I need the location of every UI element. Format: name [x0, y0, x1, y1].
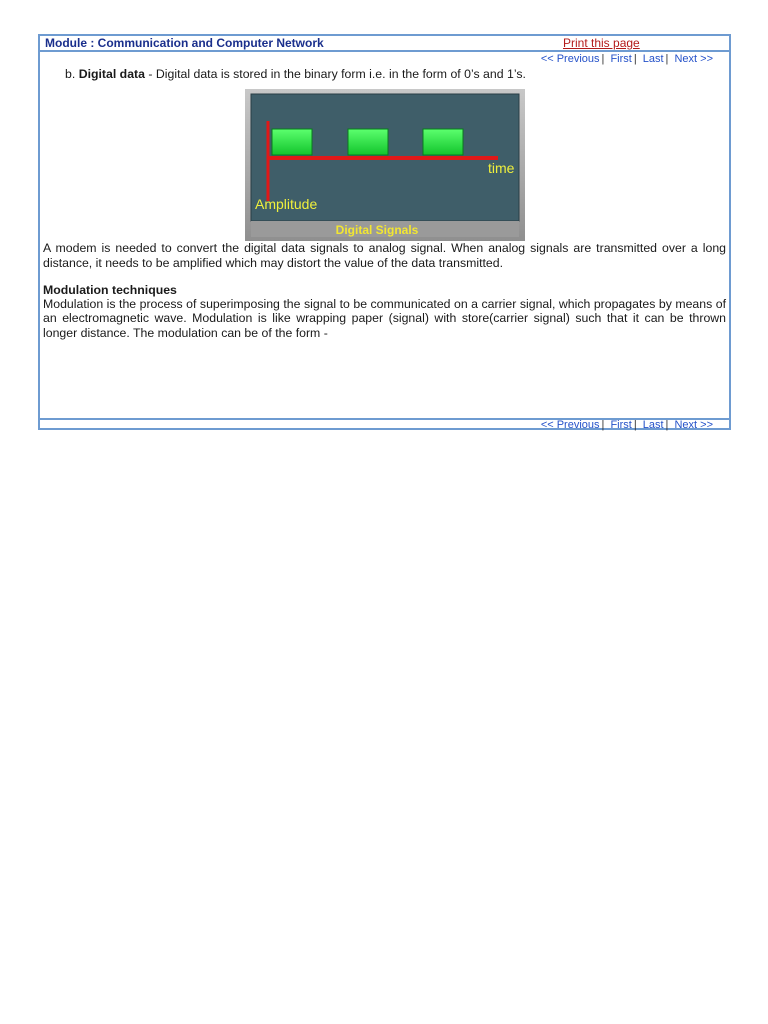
top-navigation: [40, 52, 729, 66]
next-link[interactable]: Next >>: [674, 53, 713, 65]
modulation-paragraph: Modulation is the process of superimposing the signal to be communicated on a carrier signal, which propagates by means of an electromagnetic wave. Modulation is like wrapping paper (signal) with store(carrier signal) such that it can be thrown longer distance. The modulation can be of the form -: [43, 297, 726, 340]
first-link[interactable]: First: [610, 53, 632, 65]
modulation-heading: Modulation techniques: [43, 282, 177, 297]
last-link[interactable]: Last: [642, 53, 664, 65]
print-page-link[interactable]: Print this page: [563, 36, 640, 50]
main-content: [43, 66, 726, 340]
page-frame: [38, 34, 731, 430]
nav-separator: |: [665, 419, 669, 431]
list-marker: b.: [65, 67, 76, 81]
module-title: Module : Communication and Computer Network: [45, 36, 324, 50]
pulse-2: [348, 129, 388, 155]
definition-digital-data: - Digital data is stored in the binary form i.e. in the form of 0’s and 1’s.: [144, 67, 526, 81]
list-item-digital-data: [65, 67, 726, 81]
first-link[interactable]: First: [610, 419, 632, 431]
digital-signals-diagram: [245, 89, 525, 241]
nav-separator: |: [633, 53, 637, 65]
modem-paragraph: A modem is needed to convert the digital data signals to analog signal. When analog signals are transmitted over a long distance, it needs to be amplified which may distort the value of the data transmitted.: [43, 241, 726, 270]
page-navigation: [541, 52, 713, 66]
nav-separator: |: [601, 419, 605, 431]
pulse-3: [423, 129, 463, 155]
bottom-navigation: [40, 418, 729, 432]
figure-caption: Digital Signals: [335, 223, 418, 238]
nav-separator: |: [601, 53, 605, 65]
nav-separator: |: [633, 419, 637, 431]
nav-separator: |: [665, 53, 669, 65]
time-label: time: [487, 160, 514, 177]
digital-signals-figure: [245, 89, 525, 241]
header-bar: [40, 36, 729, 52]
amplitude-label: Amplitude: [254, 196, 317, 213]
last-link[interactable]: Last: [642, 419, 664, 431]
next-link[interactable]: Next >>: [674, 419, 713, 431]
pulse-1: [272, 129, 312, 155]
previous-link[interactable]: << Previous: [540, 53, 600, 65]
term-digital-data: Digital data: [78, 67, 145, 81]
previous-link[interactable]: << Previous: [540, 419, 600, 431]
page-navigation: [541, 418, 713, 432]
